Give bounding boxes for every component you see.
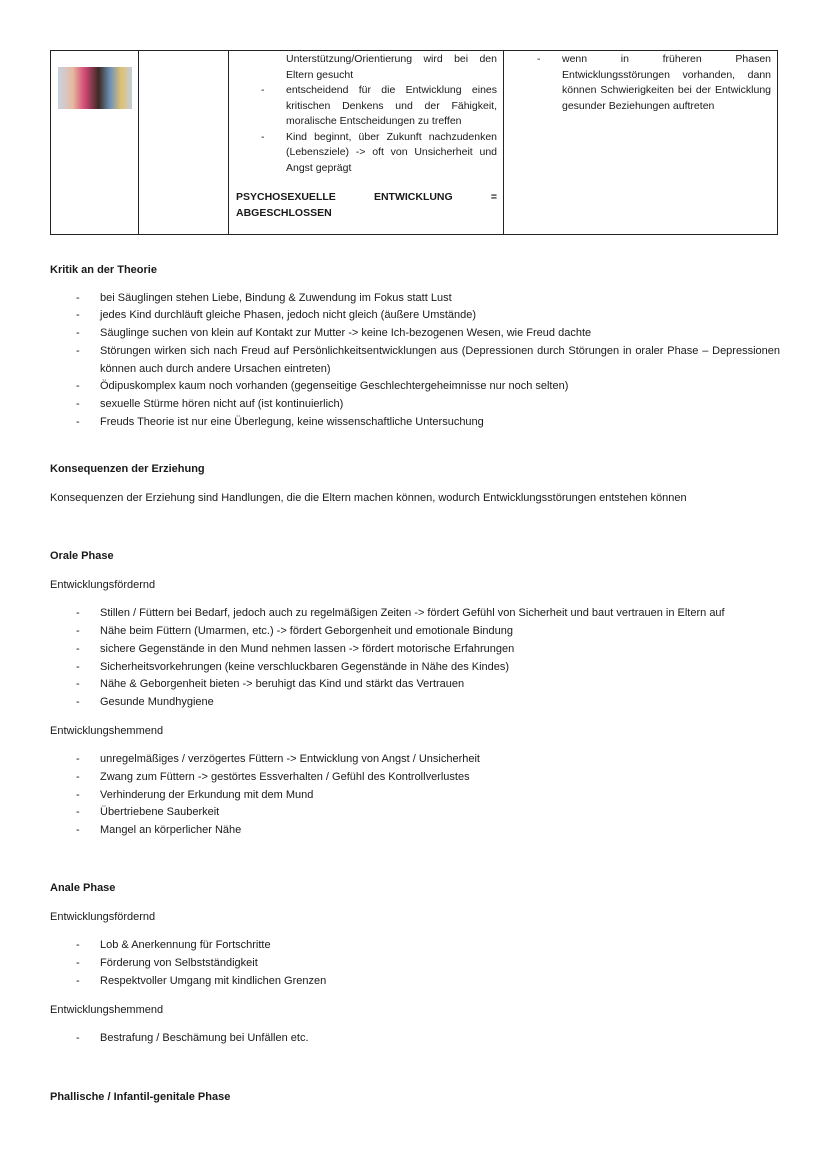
item-text: Respektvoller Umgang mit kindlichen Grenzen [100,974,327,987]
list-item [261,83,497,130]
foerdernd-list [50,937,780,990]
item-text: Säuglinge suchen von klein auf Kontakt zur Mutter -> keine Ich-bezogenen Wesen, wie Freud dachte [100,327,592,340]
list-item [50,290,780,308]
dash: - [76,415,80,428]
dash: - [76,397,80,410]
item-text: Kind beginnt, über Zukunft nachzudenken (Lebensziele) -> oft von Unsicherheit und Angst geprägt [286,130,497,174]
subheading-foerdernd: Entwicklungsfördernd [50,578,156,591]
dash: - [76,309,80,322]
list-item [50,822,780,840]
item-text: Stillen / Füttern bei Bedarf, jedoch auch zu regelmäßigen Zeiten -> fördert Gefühl von Sicherheit und baut vertrauen in Eltern auf [100,607,725,620]
list-item [50,694,780,712]
column-divider [228,51,229,234]
dash: - [76,753,80,766]
dash: - [261,130,265,143]
list-item [50,1030,780,1048]
list-item [50,396,780,414]
item-text: Verhinderung der Erkundung mit dem Mund [100,788,314,801]
phase-table [50,50,778,235]
kritik-list [50,290,780,432]
subheading-foerdernd: Entwicklungsfördernd [50,910,156,923]
item-text: Störungen wirken sich nach Freud auf Persönlichkeitsentwicklungen aus (Depressionen durch Störungen in oraler Phase – Depressionen können auch durch andere Ursachen eintreten) [100,344,780,375]
foerdernd-list [50,605,780,711]
list-item [50,659,780,677]
list-item [50,378,780,396]
list-item [50,343,780,378]
item-text: wenn in früheren Phasen Entwicklungsstörungen vorhanden, dann können Schwierigkeiten bei der Entwicklung gesunder Beziehungen auftreten [562,53,771,112]
list-item [50,325,780,343]
list-item [50,955,780,973]
conclusion: PSYCHOSEXUELLE ENTWICKLUNG = ABGESCHLOSSEN [236,191,497,219]
item-text: Nähe & Geborgenheit bieten -> beruhigt das Kind und stärkt das Vertrauen [100,678,465,691]
list-item [537,52,771,114]
dash: - [76,380,80,393]
dash: - [76,678,80,691]
dash: - [76,327,80,340]
item-text: Lob & Anerkennung für Fortschritte [100,939,271,952]
item-text: unregelmäßiges / verzögertes Füttern -> Entwicklung von Angst / Unsicherheit [100,753,480,766]
item-text: jedes Kind durchläuft gleiche Phasen, jedoch nicht gleich (äußere Umstände) [100,309,477,322]
hemmend-list [50,1030,780,1048]
item-text: Nähe beim Füttern (Umarmen, etc.) -> fördert Geborgenheit und emotionale Bindung [100,625,514,638]
section-heading: Anale Phase [50,882,116,894]
section-phallische-phase [50,1089,780,1107]
list-item [50,751,780,769]
item-text: bei Säuglingen stehen Liebe, Bindung & Zuwendung im Fokus statt Lust [100,291,452,304]
list-item [50,307,780,325]
subheading-hemmend: Entwicklungshemmend [50,1003,164,1016]
paragraph: Konsequenzen der Erziehung sind Handlungen, die die Eltern machen können, wodurch Entwicklungsstörungen entstehen können [50,491,687,504]
dash: - [76,695,80,708]
dash: - [76,974,80,987]
teenagers-photo [58,67,132,109]
item-text: Übertriebene Sauberkeit [100,806,220,819]
hemmend-list [50,751,780,840]
item-text: Förderung von Selbstständigkeit [100,957,258,970]
dash: - [76,824,80,837]
dash: - [537,53,541,65]
item-text: Unterstützung/Orientierung wird bei den Eltern gesucht [286,53,497,81]
column-divider [503,51,504,234]
list-item [50,641,780,659]
list-item [50,769,780,787]
item-text: Gesunde Mundhygiene [100,695,214,708]
item-text: sichere Gegenstände in den Mund nehmen lassen -> fördert motorische Erfahrungen [100,642,515,655]
item-text: Mangel an körperlicher Nähe [100,824,242,837]
table-cell-consequences [537,52,771,114]
dash: - [76,957,80,970]
dash: - [76,788,80,801]
list-item [50,623,780,641]
item-text: entscheidend für die Entwicklung eines kritischen Denkens und der Fähigkeit, moralische Entscheidungen zu treffen [286,84,497,127]
section-anale-phase [50,880,780,1048]
section-orale-phase [50,548,780,840]
dash: - [76,771,80,784]
table-cell-description [236,52,497,221]
item-text: sexuelle Stürme hören nicht auf (ist kontinuierlich) [100,397,344,410]
dash: - [76,607,80,620]
dash: - [76,806,80,819]
item-text: Freuds Theorie ist nur eine Überlegung, keine wissenschaftliche Untersuchung [100,415,484,428]
list-item [50,605,780,623]
list-item [261,52,497,83]
section-heading: Kritik an der Theorie [50,264,157,276]
subheading-hemmend: Entwicklungshemmend [50,724,164,737]
section-heading: Konsequenzen der Erziehung [50,463,205,475]
section-heading: Phallische / Infantil-genitale Phase [50,1091,231,1103]
section-kritik [50,262,780,431]
list-item [50,676,780,694]
dash: - [76,642,80,655]
section-heading: Orale Phase [50,550,114,562]
list-item [50,973,780,991]
list-item [50,804,780,822]
section-konsequenzen [50,461,780,507]
list-item [50,937,780,955]
item-text: Sicherheitsvorkehrungen (keine verschluckbaren Gegenstände in Nähe des Kindes) [100,660,510,673]
item-text: Bestrafung / Beschämung bei Unfällen etc. [100,1032,309,1045]
dash: - [261,84,265,96]
dash: - [76,344,80,357]
item-text: Zwang zum Füttern -> gestörtes Essverhalten / Gefühl des Kontrollverlustes [100,771,470,784]
dash: - [76,939,80,952]
dash: - [76,660,80,673]
dash: - [76,625,80,638]
column-divider [138,51,139,234]
dash: - [76,1032,80,1045]
list-item [50,787,780,805]
item-text: Ödipuskomplex kaum noch vorhanden (gegenseitige Geschlechtergeheimnisse nur noch selten) [100,380,569,393]
list-item [261,130,497,177]
list-item [50,414,780,432]
dash: - [76,291,80,304]
